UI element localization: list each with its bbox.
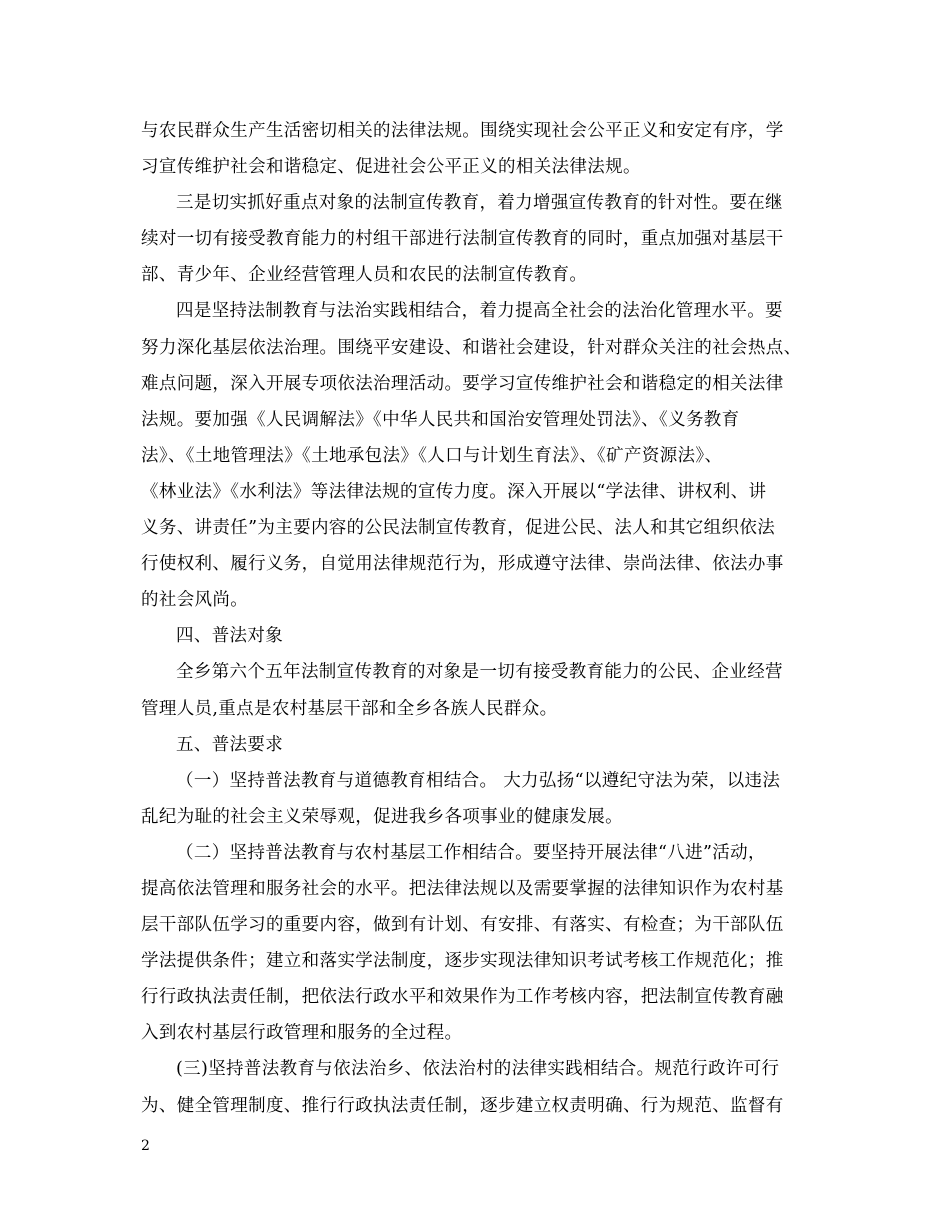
text-line: 四是坚持法制教育与法治实践相结合，着力提高全社会的法治化管理水平。要 bbox=[176, 301, 783, 322]
text-line: 续对一切有接受教育能力的村组干部进行法制宣传教育的同时，重点加强对基层干 bbox=[141, 229, 784, 250]
text-line: 管理人员,重点是农村基层干部和全乡各族人民群众。 bbox=[141, 698, 558, 719]
text-line: 乱纪为耻的社会主义荣辱观，促进我乡各项事业的健康发展。 bbox=[141, 806, 623, 827]
text-line: 努力深化基层依法治理。围绕平安建设、和谐社会建设，针对群众关注的社会热点、 bbox=[141, 337, 802, 358]
text-line: 层干部队伍学习的重要内容，做到有计划、有安排、有落实、有检查；为干部队伍 bbox=[141, 915, 784, 936]
text-line: 《林业法》《水利法》等法律法规的宣传力度。深入开展以“学法律、讲权利、讲 bbox=[141, 481, 767, 502]
text-line: 三是切实抓好重点对象的法制宣传教育，着力增强宣传教育的针对性。要在继 bbox=[176, 193, 783, 214]
page-number: 2 bbox=[141, 1138, 150, 1154]
text-line: 法规。要加强《人民调解法》《中华人民共和国治安管理处罚法》、《义务教育 bbox=[141, 409, 740, 430]
text-line: 提高依法管理和服务社会的水平。把法律法规以及需要掌握的法律知识作为农村基 bbox=[141, 878, 784, 899]
text-line: 行使权利、履行义务，自觉用法律规范行为，形成遵守法律、崇尚法律、依法办事 bbox=[141, 554, 784, 575]
text-line: （二）坚持普法教育与农村基层工作相结合。要坚持开展法律“八进”活动， bbox=[176, 842, 766, 863]
text-line: 与农民群众生产生活密切相关的法律法规。围绕实现社会公平正义和安定有序，学 bbox=[141, 121, 784, 141]
text-line: 学法提供条件；建立和落实学法制度，逐步实现法律知识考试考核工作规范化；推 bbox=[141, 951, 784, 972]
text-line: 部、青少年、企业经营管理人员和农民的法制宣传教育。 bbox=[141, 265, 588, 286]
text-line: (三)坚持普法教育与依法治乡、依法治村的法律实践相结合。规范行政许可行 bbox=[176, 1059, 780, 1080]
text-line: 为、健全管理制度、推行行政执法责任制，逐步建立权责明确、行为规范、监督有 bbox=[141, 1095, 784, 1116]
text-line: 入到农村基层行政管理和服务的全过程。 bbox=[141, 1023, 463, 1044]
text-line: 的社会风尚。 bbox=[141, 590, 249, 611]
body-text bbox=[141, 113, 821, 1124]
text-line: 五、普法要求 bbox=[176, 734, 284, 755]
text-line: 习宣传维护社会和谐稳定、促进社会公平正义的相关法律法规。 bbox=[141, 157, 641, 178]
text-line: 行行政执法责任制，把依法行政水平和效果作为工作考核内容，把法制宣传教育融 bbox=[141, 987, 784, 1008]
text-line: 义务、讲责任”为主要内容的公民法制宣传教育，促进公民、法人和其它组织依法 bbox=[141, 518, 776, 539]
text-line: 四、普法对象 bbox=[176, 626, 284, 647]
text-line: 全乡第六个五年法制宣传教育的对象是一切有接受教育能力的公民、企业经营 bbox=[176, 662, 783, 683]
text-line: 难点问题，深入开展专项依法治理活动。要学习宣传维护社会和谐稳定的相关法律 bbox=[141, 373, 784, 394]
text-line: 法》、《土地管理法》《土地承包法》《人口与计划生育法》、《矿产资源法》、 bbox=[141, 445, 723, 466]
text-line: （一）坚持普法教育与道德教育相结合。 大力弘扬“以遵纪守法为荣，以违法 bbox=[176, 770, 781, 791]
